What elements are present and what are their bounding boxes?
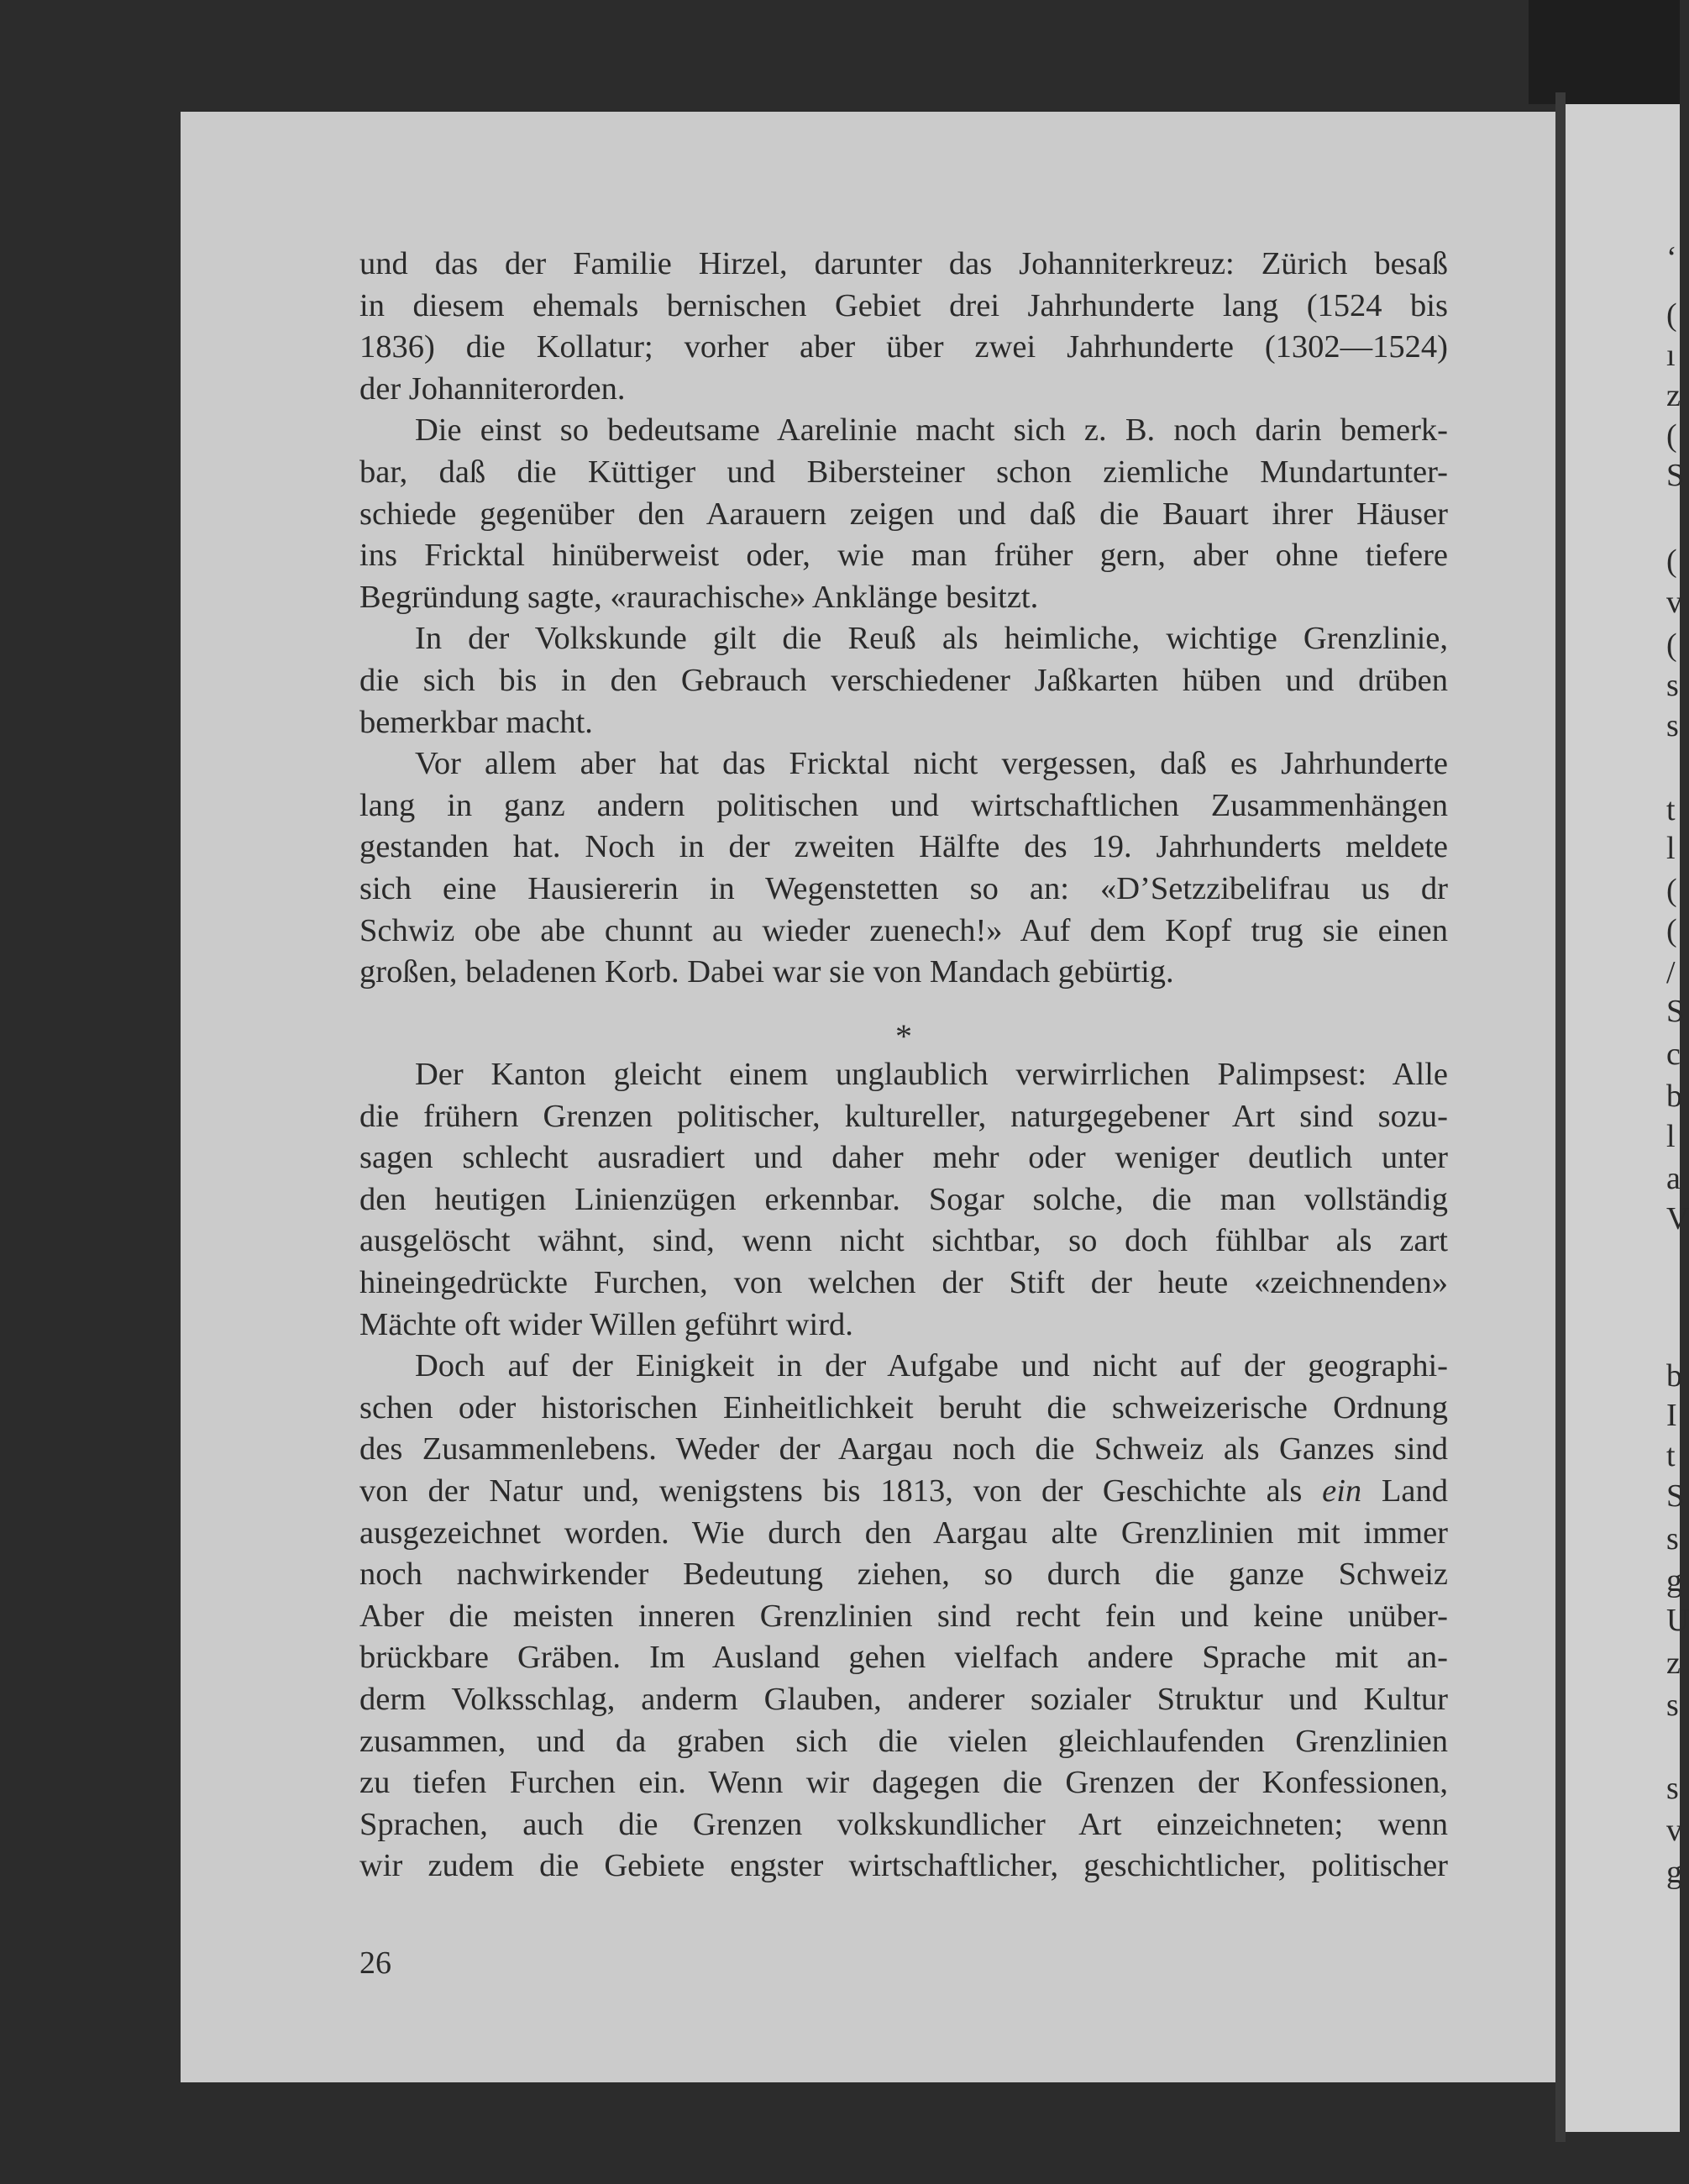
line-text: Mächte oft wider Willen geführt wird. bbox=[359, 1306, 853, 1342]
text-line bbox=[359, 1096, 1448, 1138]
facing-page-letter-fragment: t bbox=[1666, 791, 1676, 827]
line-text: Die einst so bedeutsame Aarelinie macht sich z. B. noch darin bemerk- bbox=[415, 412, 1448, 449]
text-line bbox=[359, 369, 1448, 411]
text-line bbox=[359, 1721, 1448, 1763]
text-line bbox=[359, 785, 1448, 827]
line-text: Schwiz obe abe chunnt au wieder zuenech!» Auf dem Kopf trug sie einen bbox=[359, 912, 1448, 948]
background-strip bbox=[1529, 0, 1680, 104]
facing-page-letter-fragment: ( bbox=[1666, 912, 1677, 948]
text-line bbox=[359, 286, 1448, 328]
text-line bbox=[359, 577, 1448, 619]
line-text: bemerkbar macht. bbox=[359, 704, 593, 740]
line-text: 1836) die Kollatur; vorher aber über zwei Jahrhunderte (1302—1524) bbox=[359, 329, 1448, 365]
line-text: noch nachwirkender Bedeutung ziehen, so durch die ganze Schweiz bbox=[359, 1557, 1448, 1593]
line-text: Der Kanton gleicht einem unglaublich verwirrlichen Palimpsest: Alle bbox=[415, 1057, 1448, 1092]
line-text: gestanden hat. Noch in der zweiten Hälfte des 19. Jahrhunderts meldete bbox=[359, 829, 1448, 865]
text-section-2 bbox=[359, 1054, 1448, 1887]
line-text: die frühern Grenzen politischer, kultureller, naturgegebener Art sind sozu- bbox=[359, 1098, 1448, 1134]
text-line bbox=[359, 1388, 1448, 1430]
line-text: bar, daß die Küttiger und Bibersteiner schon ziemliche Mundartunter- bbox=[359, 454, 1448, 490]
text-line bbox=[359, 911, 1448, 953]
line-text: schiede gegenüber den Aarauern zeigen und daß die Bauart ihrer Häuser bbox=[359, 496, 1448, 532]
facing-page-letter-fragment: s bbox=[1666, 1521, 1679, 1557]
text-line bbox=[359, 1054, 1448, 1096]
text-line bbox=[359, 410, 1448, 452]
facing-page-letter-fragment: g bbox=[1666, 1854, 1682, 1890]
page-gutter bbox=[1555, 92, 1566, 2142]
text-line bbox=[359, 1429, 1448, 1471]
facing-page-letter-fragment: s bbox=[1666, 1771, 1679, 1807]
facing-page-letter-fragment: S bbox=[1666, 457, 1685, 493]
text-line bbox=[359, 535, 1448, 577]
text-line bbox=[359, 952, 1448, 994]
line-text: Doch auf der Einigkeit in der Aufgabe und nicht auf der geographi- bbox=[415, 1348, 1448, 1384]
text-section-1 bbox=[359, 244, 1448, 994]
text-line bbox=[359, 1679, 1448, 1721]
facing-page-letter-fragment: v bbox=[1666, 584, 1682, 620]
facing-page-letter-fragment: l bbox=[1666, 1119, 1676, 1155]
facing-page-letter-fragment: S bbox=[1666, 994, 1685, 1030]
line-text: Vor allem aber hat das Fricktal nicht vergessen, daß es Jahrhunderte bbox=[415, 746, 1448, 782]
facing-page-letter-fragment: c bbox=[1666, 1037, 1681, 1073]
text-line bbox=[359, 1179, 1448, 1221]
text-line bbox=[359, 743, 1448, 785]
text-line bbox=[359, 1845, 1448, 1887]
facing-page-letter-fragment: ( bbox=[1666, 543, 1677, 580]
facing-page-letter-fragment: ‘ bbox=[1666, 240, 1677, 276]
line-text: Begründung sagte, «raurachische» Anklänge besitzt. bbox=[359, 579, 1039, 615]
line-text: Aber die meisten inneren Grenzlinien sind recht fein und keine unüber- bbox=[359, 1598, 1448, 1634]
line-text: In der Volkskunde gilt die Reuß als heimliche, wichtige Grenzlinie, bbox=[415, 621, 1448, 657]
line-text: hineingedrückte Furchen, von welchen der Stift der heute «zeichnenden» bbox=[359, 1264, 1448, 1300]
line-text: zusammen, und da graben sich die vielen gleichlaufenden Grenzlinien bbox=[359, 1723, 1448, 1759]
facing-page-letter-fragment: ( bbox=[1666, 627, 1677, 663]
line-text: den heutigen Linienzügen erkennbar. Sogar solche, die man vollständig bbox=[359, 1181, 1448, 1217]
text-line bbox=[359, 1804, 1448, 1846]
line-text: ausgezeichnet worden. Wie durch den Aargau alte Grenzlinien mit immer bbox=[359, 1515, 1448, 1551]
facing-page-letter-fragment: s bbox=[1666, 1687, 1679, 1723]
facing-page-letter-fragment: ı bbox=[1666, 338, 1676, 374]
text-line bbox=[359, 494, 1448, 536]
line-text: ausgelöscht wähnt, sind, wenn nicht sichtbar, so doch fühlbar als zart bbox=[359, 1223, 1448, 1259]
line-text: ins Fricktal hinüberweist oder, wie man früher gern, aber ohne tiefere bbox=[359, 538, 1448, 574]
line-text: von der Natur und, wenigstens bis 1813, von der Geschichte als bbox=[359, 1473, 1323, 1509]
facing-page-letter-fragment: ( bbox=[1666, 297, 1677, 333]
line-text: sich eine Hausiererin in Wegenstetten so an: «D’Setzzibelifrau us dr bbox=[359, 870, 1448, 906]
text-line bbox=[359, 1305, 1448, 1347]
line-text: großen, beladenen Korb. Dabei war sie von Mandach gebürtig. bbox=[359, 954, 1174, 990]
line-text: wir zudem die Gebiete engster wirtschaftlicher, geschichtlicher, politischer bbox=[359, 1848, 1448, 1884]
text-line bbox=[359, 1221, 1448, 1263]
page-number: 26 bbox=[359, 1945, 391, 1981]
section-separator: * bbox=[895, 1017, 912, 1055]
text-line bbox=[359, 244, 1448, 286]
facing-page-letter-fragment: s bbox=[1666, 708, 1679, 744]
line-text-after: Land bbox=[1361, 1473, 1449, 1509]
text-line bbox=[359, 827, 1448, 869]
facing-page-letter-fragment: U bbox=[1666, 1602, 1689, 1638]
facing-page-letter-fragment: s bbox=[1666, 668, 1679, 704]
facing-page-letter-fragment: / bbox=[1666, 954, 1676, 990]
line-text: Sprachen, auch die Grenzen volkskundlicher Art einzeichneten; wenn bbox=[359, 1806, 1448, 1842]
text-line bbox=[359, 1554, 1448, 1596]
text-line bbox=[359, 327, 1448, 369]
line-text: des Zusammenlebens. Weder der Aargau noch die Schweiz als Ganzes sind bbox=[359, 1431, 1448, 1467]
facing-page-letter-fragment: t bbox=[1666, 1437, 1676, 1473]
facing-page-letter-fragment: V bbox=[1666, 1201, 1689, 1237]
facing-page-letter-fragment: z bbox=[1666, 378, 1681, 414]
facing-page-letter-fragment: S bbox=[1666, 1478, 1685, 1514]
text-line bbox=[359, 618, 1448, 660]
text-line bbox=[359, 1137, 1448, 1179]
facing-page-letter-fragment: ( bbox=[1666, 872, 1677, 908]
text-line bbox=[359, 1637, 1448, 1679]
text-line bbox=[359, 1513, 1448, 1555]
book-page-right-facing bbox=[1566, 104, 1689, 2132]
line-text: zu tiefen Furchen ein. Wenn wir dagegen die Grenzen der Konfessionen, bbox=[359, 1765, 1448, 1801]
facing-page-letter-fragment: z bbox=[1666, 1645, 1681, 1681]
text-line bbox=[359, 1346, 1448, 1388]
line-text: und das der Familie Hirzel, darunter das Johanniterkreuz: Zürich besaß bbox=[359, 246, 1448, 281]
line-text: derm Volksschlag, anderm Glauben, anderer sozialer Struktur und Kultur bbox=[359, 1681, 1448, 1717]
facing-page-letter-fragment: g bbox=[1666, 1563, 1682, 1599]
line-text: lang in ganz andern politischen und wirtschaftlichen Zusammenhängen bbox=[359, 787, 1448, 823]
line-text: in diesem ehemals bernischen Gebiet drei Jahrhunderte lang (1524 bis bbox=[359, 287, 1448, 323]
text-line bbox=[359, 702, 1448, 744]
facing-page-letter-fragment: a bbox=[1666, 1160, 1681, 1196]
facing-page-letter-fragment: b bbox=[1666, 1358, 1682, 1394]
text-line bbox=[359, 452, 1448, 494]
text-line bbox=[359, 660, 1448, 702]
line-text: brückbare Gräben. Im Ausland gehen vielfach andere Sprache mit an- bbox=[359, 1640, 1448, 1676]
text-line bbox=[359, 1596, 1448, 1638]
line-text: schen oder historischen Einheitlichkeit beruht die schweizerische Ordnung bbox=[359, 1389, 1448, 1425]
text-line bbox=[359, 1471, 1448, 1513]
facing-page-letter-fragment: l bbox=[1666, 831, 1676, 867]
line-text: sagen schlecht ausradiert und daher mehr oder weniger deutlich unter bbox=[359, 1140, 1448, 1176]
text-line bbox=[359, 869, 1448, 911]
line-text: der Johanniterorden. bbox=[359, 370, 626, 407]
line-text: die sich bis in den Gebrauch verschiedener Jaßkarten hüben und drüben bbox=[359, 662, 1448, 698]
facing-page-letter-fragment: ( bbox=[1666, 418, 1677, 454]
emphasized-word: ein bbox=[1322, 1473, 1362, 1509]
text-line bbox=[359, 1263, 1448, 1305]
facing-page-letter-fragment: v bbox=[1666, 1812, 1682, 1848]
text-line bbox=[359, 1762, 1448, 1804]
facing-page-letter-fragment: b bbox=[1666, 1079, 1682, 1115]
facing-page-letter-fragment: I bbox=[1666, 1397, 1677, 1433]
